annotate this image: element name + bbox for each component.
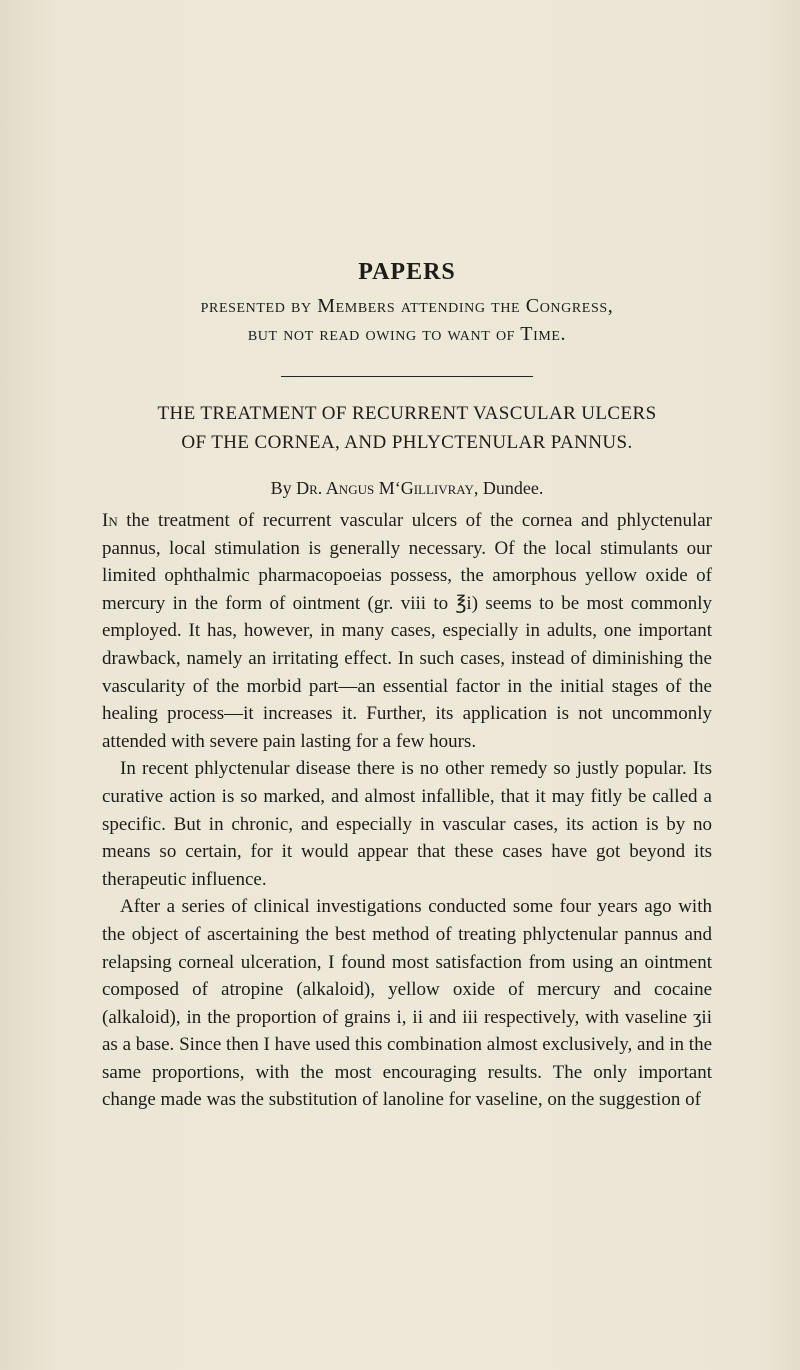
- divider-rule: [281, 376, 533, 377]
- document-content: [102, 258, 712, 1114]
- paragraph-1-rest: the treatment of recurrent vascular ulcers of the cornea and phlyctenular pannus, local stimulation is generally necessary. Of the local stimulants our limited ophthalmic pharmacopoeias possess, the amorphous yellow oxide of mercury in the form of ointment (gr. viii to ℥i) seems to be most commonly employed. It has, however, in many cases, especially in adults, one important drawback, namely an irritating effect. In such cases, instead of diminishing the vascularity of the morbid part—an essential factor in the initial stages of the healing process—it increases it. Further, its application is not uncommonly attended with severe pain lasting for a few hours.: [102, 510, 712, 752]
- author-name: Dr. Angus M‘Gillivray: [296, 478, 474, 498]
- paper-title-line-1: THE TREATMENT OF RECURRENT VASCULAR ULCERS: [157, 403, 657, 424]
- subtitle-line-2: but not read owing to want of Time.: [247, 323, 567, 345]
- subtitle-line-1: presented by Members attending the Congress,: [200, 295, 614, 317]
- byline-prefix: By: [270, 478, 297, 498]
- section-title: PAPERS: [358, 259, 456, 285]
- paragraph-1: [102, 507, 712, 755]
- paragraph-3: After a series of clinical investigations conducted some four years ago with the object of ascertaining the best method of treating phlyctenular pannus and relapsing corneal ulceration, I found most satisfaction from using an ointment composed of atropine (alkaloid), yellow oxide of mercury and cocaine (alkaloid), in the proportion of grains i, ii and iii respectively, with vaseline ʒii as a base. Since then I have used this combination almost exclusively, and in the same proportions, with the most encouraging results. The only important change made was the substitution of lanoline for vaseline, on the suggestion of: [102, 896, 712, 1111]
- byline-suffix: , Dundee.: [473, 478, 544, 498]
- section-subtitle: [102, 292, 712, 348]
- byline: [102, 475, 712, 501]
- paragraph-2: In recent phlyctenular disease there is no other remedy so justly popular. Its curative action is so marked, and almost infallible, that it may fitly be called a specific. But in chronic, and especially in vascular cases, its action is by no means so certain, for it would appear that these cases have got beyond its therapeutic influence.: [102, 758, 712, 890]
- body-text: [102, 507, 712, 1114]
- paper-title-line-2: OF THE CORNEA, AND PHLYCTENULAR PANNUS.: [181, 432, 633, 453]
- paper-title: [102, 399, 712, 457]
- paragraph-1-lead: In: [102, 510, 118, 531]
